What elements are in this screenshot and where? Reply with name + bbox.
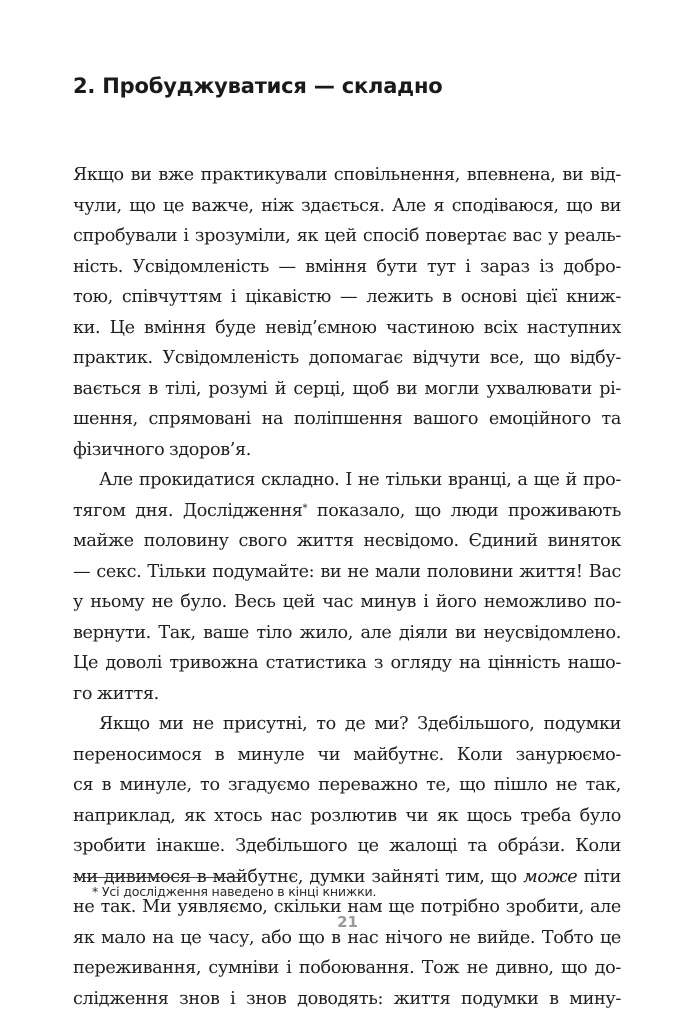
text-line: ність. Усвідомленість — вміння бути тут і зараз із добро- [73,252,621,283]
text-line: як мало на це часу, або що в нас нічого не вийде. Тобто це [73,923,621,954]
text-line: Якщо ми не присутні, то де ми? Здебільшого, подумки [73,709,621,740]
text-segment: тягом дня. Дослідження [73,501,303,521]
text-line: слідження знов і знов доводять: життя подумки в мину- [73,984,621,1014]
text-line: шення, спрямовані на поліпшення вашого емоційного та [73,404,621,435]
text-line: — секс. Тільки подумайте: ви не мали половини життя! Вас [73,557,621,588]
text-line: ки. Це вміння буде невід’ємною частиною всіх наступних [73,313,621,344]
text-line: зробити інакше. Здебільшого це жалощі та обрáзи. Коли [73,831,621,862]
text-line: Якщо ви вже практикували сповільнення, впевнена, ви від- [73,160,621,191]
text-line: спробували і зрозуміли, як цей спосіб повертає вас у реаль- [73,221,621,252]
text-line: переживання, сумніви і побоювання. Тож не дивно, що до- [73,953,621,984]
text-line: не так. Ми уявляємо, скільки нам ще потрібно зробити, але [73,892,621,923]
footnote: * Усі дослідження наведено в кінці книжки. [92,883,376,901]
text-line: Це доволі тривожна статистика з огляду на цінність нашо- [73,648,621,679]
text-segment: піти [584,867,621,887]
section-heading: 2. Пробуджуватися — складно [73,71,442,101]
text-line: практик. Усвідомленість допомагає відчути все, що відбу- [73,343,621,374]
text-line: вернути. Так, ваше тіло жило, але діяли ви неусвідомлено. [73,618,621,649]
text-line: Але прокидатися складно. І не тільки вранці, а ще й про- [73,465,621,496]
text-line: ся в минуле, то згадуємо переважно те, що пішло не так, [73,770,621,801]
text-line: вається в тілі, розумі й серці, щоб ви могли ухвалювати рі- [73,374,621,405]
text-line: у ньому не було. Весь цей час минув і його неможливо по- [73,587,621,618]
footnote-divider [73,877,241,878]
text-line: го життя. [73,679,621,710]
text-line: чули, що це важче, ніж здається. Але я сподіваюся, що ви [73,191,621,222]
text-line: фізичного здоров’я. [73,435,621,466]
text-line: майже половину свого життя несвідомо. Єдиний виняток [73,526,621,557]
emphasis-text: може [523,867,577,887]
footnote-marker: * [303,503,308,514]
text-segment: ми дивимося в майбутнє, думки зайняті тим, що [73,867,517,887]
text-line: наприклад, як хтось нас розлютив чи як щось треба було [73,801,621,832]
text-segment: показало, що люди проживають [317,501,621,521]
text-line [73,496,621,527]
text-line: тою, співчуттям і цікавістю — лежить в основі цієї книж- [73,282,621,313]
page-number: 21 [0,913,695,931]
text-line: переносимося в минуле чи майбутнє. Коли занурюємо- [73,740,621,771]
